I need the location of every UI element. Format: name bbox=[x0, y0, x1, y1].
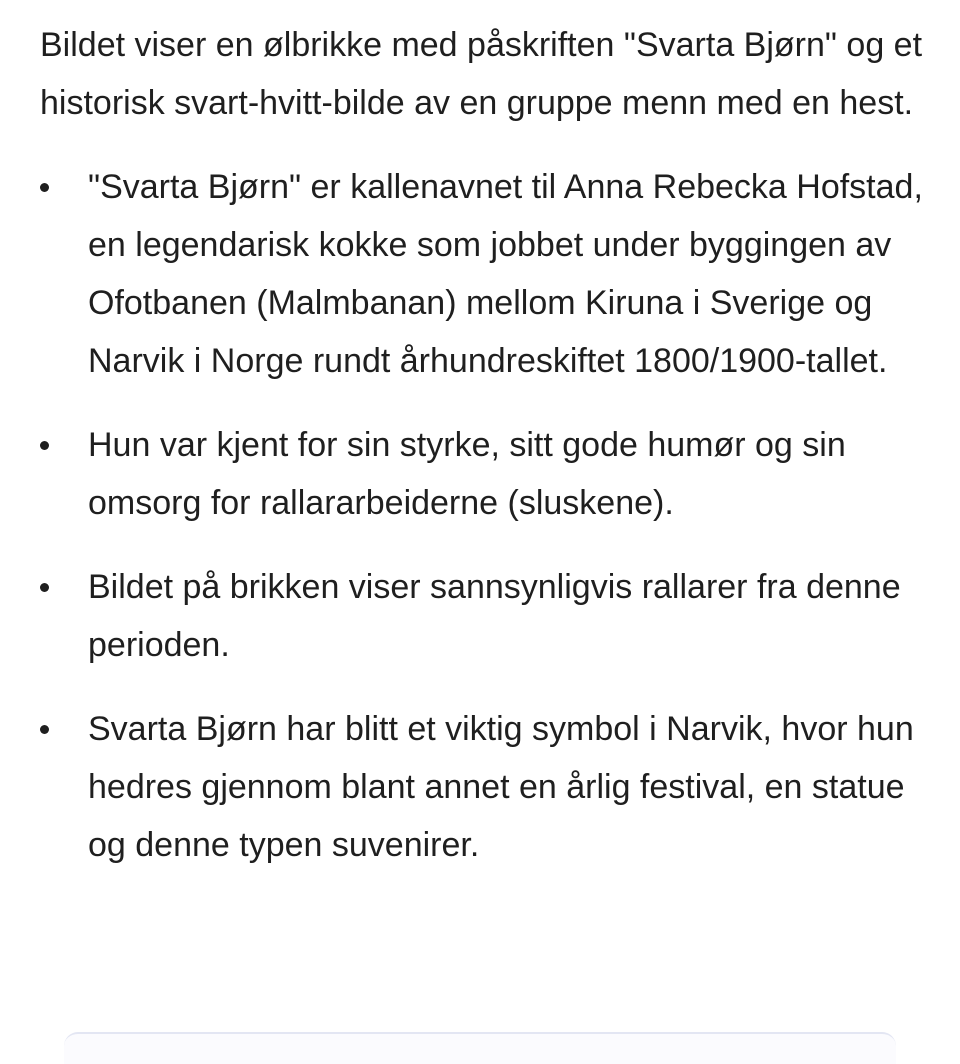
bullet-icon bbox=[40, 183, 49, 192]
intro-paragraph: Bildet viser en ølbrikke med påskriften "Svarta Bjørn" og et historisk svart-hvitt-bilde av en gruppe menn med en hest. bbox=[40, 26, 923, 122]
list-item-text: Bildet på brikken viser sannsynligvis rallarer fra denne perioden. bbox=[88, 568, 901, 664]
response-content bbox=[40, 16, 930, 900]
list-item bbox=[40, 700, 930, 874]
list-item bbox=[40, 558, 930, 674]
bullet-icon bbox=[40, 725, 49, 734]
bullet-icon bbox=[40, 441, 49, 450]
input-box-edge bbox=[64, 1032, 896, 1064]
bullet-list bbox=[40, 158, 930, 874]
list-item bbox=[40, 416, 930, 532]
list-item-text: Svarta Bjørn har blitt et viktig symbol i Narvik, hvor hun hedres gjennom blant annet en årlig festival, en statue og denne typen suvenirer. bbox=[88, 710, 914, 864]
list-item-text: "Svarta Bjørn" er kallenavnet til Anna Rebecka Hofstad, en legendarisk kokke som jobbet under byggingen av Ofotbanen (Malmbanan) mellom Kiruna i Sverige og Narvik i Norge rundt århundreskiftet 1800/1900-tallet. bbox=[88, 168, 923, 380]
list-item-text: Hun var kjent for sin styrke, sitt gode humør og sin omsorg for rallararbeiderne (sluskene). bbox=[88, 426, 846, 522]
list-item bbox=[40, 158, 930, 390]
bullet-icon bbox=[40, 583, 49, 592]
